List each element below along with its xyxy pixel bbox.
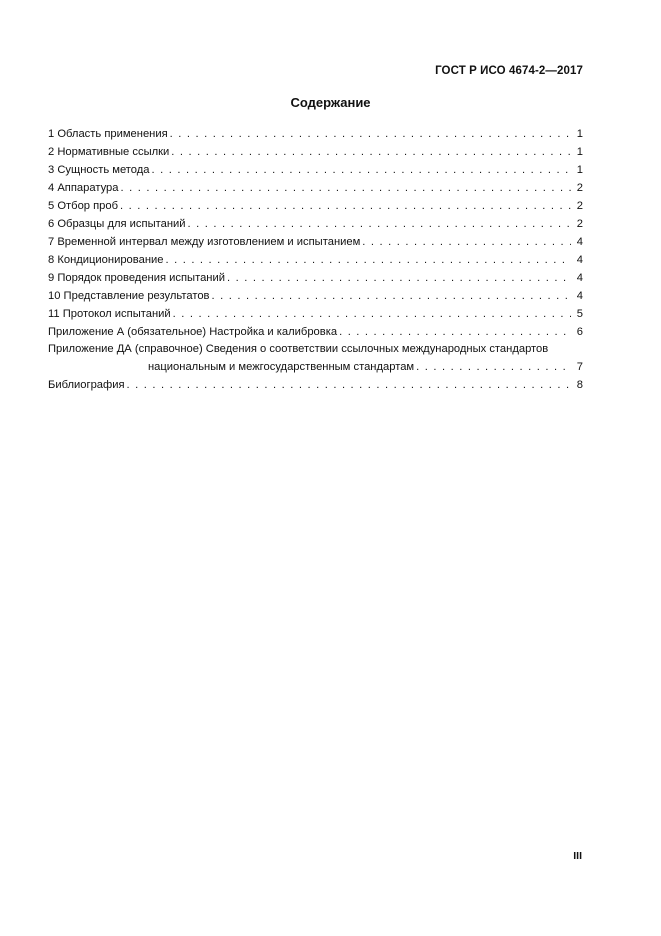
toc-entry-page: 1 (576, 128, 583, 140)
page-title: Содержание (290, 95, 371, 110)
dot-leader (121, 179, 572, 197)
toc-entry-page: 6 (576, 326, 583, 338)
dot-leader (212, 287, 572, 305)
toc-entry-label: 1 Область применения (48, 128, 168, 140)
toc-entry-label: 8 Кондиционирование (48, 254, 164, 266)
toc-entry-label-continued: национальным и межгосударственным стандартам (148, 361, 415, 373)
toc-entry-11[interactable] (48, 305, 583, 323)
toc-entry-5[interactable] (48, 197, 583, 215)
toc-entry-10[interactable] (48, 287, 583, 305)
toc-entry-label: 6 Образцы для испытаний (48, 218, 186, 230)
toc-entry-label: 4 Аппаратура (48, 182, 119, 194)
dot-leader (171, 143, 571, 161)
toc-entry-9[interactable] (48, 269, 583, 287)
toc-entry-label: Приложение ДА (справочное) Сведения о соответствии ссылочных международных стандартов (48, 343, 549, 355)
document-header: ГОСТ Р ИСО 4674-2—2017 (435, 65, 583, 77)
toc-entry-annex-a[interactable] (48, 323, 583, 341)
dot-leader (227, 269, 571, 287)
toc-entry-bibliography[interactable] (48, 376, 583, 394)
toc-entry-page: 4 (576, 236, 583, 248)
dot-leader (416, 358, 571, 376)
dot-leader (188, 215, 571, 233)
toc-entry-3[interactable] (48, 161, 583, 179)
toc-entry-4[interactable] (48, 179, 583, 197)
dot-leader (362, 233, 571, 251)
toc-entry-page: 2 (576, 218, 583, 230)
toc-entry-page: 2 (576, 200, 583, 212)
toc-entry-annex-da[interactable] (48, 341, 583, 376)
toc-entry-page: 4 (576, 254, 583, 266)
toc-entry-page: 4 (576, 290, 583, 302)
dot-leader (120, 197, 571, 215)
toc-entry-page: 4 (576, 272, 583, 284)
toc-entry-label: 3 Сущность метода (48, 164, 150, 176)
toc-entry-page: 2 (576, 182, 583, 194)
toc-entry-label: 7 Временной интервал между изготовлением и испытанием (48, 236, 361, 248)
toc-entry-label: Библиография (48, 379, 125, 391)
toc-entry-label: 10 Представление результатов (48, 290, 210, 302)
table-of-contents (48, 125, 583, 394)
toc-entry-label: 5 Отбор проб (48, 200, 119, 212)
dot-leader (170, 125, 571, 143)
toc-entry-page: 1 (576, 146, 583, 158)
toc-entry-6[interactable] (48, 215, 583, 233)
dot-leader (127, 376, 571, 394)
toc-entry-label: 2 Нормативные ссылки (48, 146, 170, 158)
dot-leader (152, 161, 571, 179)
toc-entry-page: 7 (576, 361, 583, 373)
dot-leader (165, 251, 571, 269)
toc-entry-page: 5 (576, 308, 583, 320)
dot-leader (339, 323, 571, 341)
toc-entry-2[interactable] (48, 143, 583, 161)
toc-entry-1[interactable] (48, 125, 583, 143)
toc-entry-page: 1 (576, 164, 583, 176)
toc-entry-label: 9 Порядок проведения испытаний (48, 272, 225, 284)
toc-entry-8[interactable] (48, 251, 583, 269)
page-number: III (573, 850, 582, 862)
toc-entry-page: 8 (576, 379, 583, 391)
toc-entry-7[interactable] (48, 233, 583, 251)
toc-entry-label: 11 Протокол испытаний (48, 308, 171, 320)
dot-leader (173, 305, 571, 323)
toc-entry-label: Приложение А (обязательное) Настройка и калибровка (48, 326, 338, 338)
